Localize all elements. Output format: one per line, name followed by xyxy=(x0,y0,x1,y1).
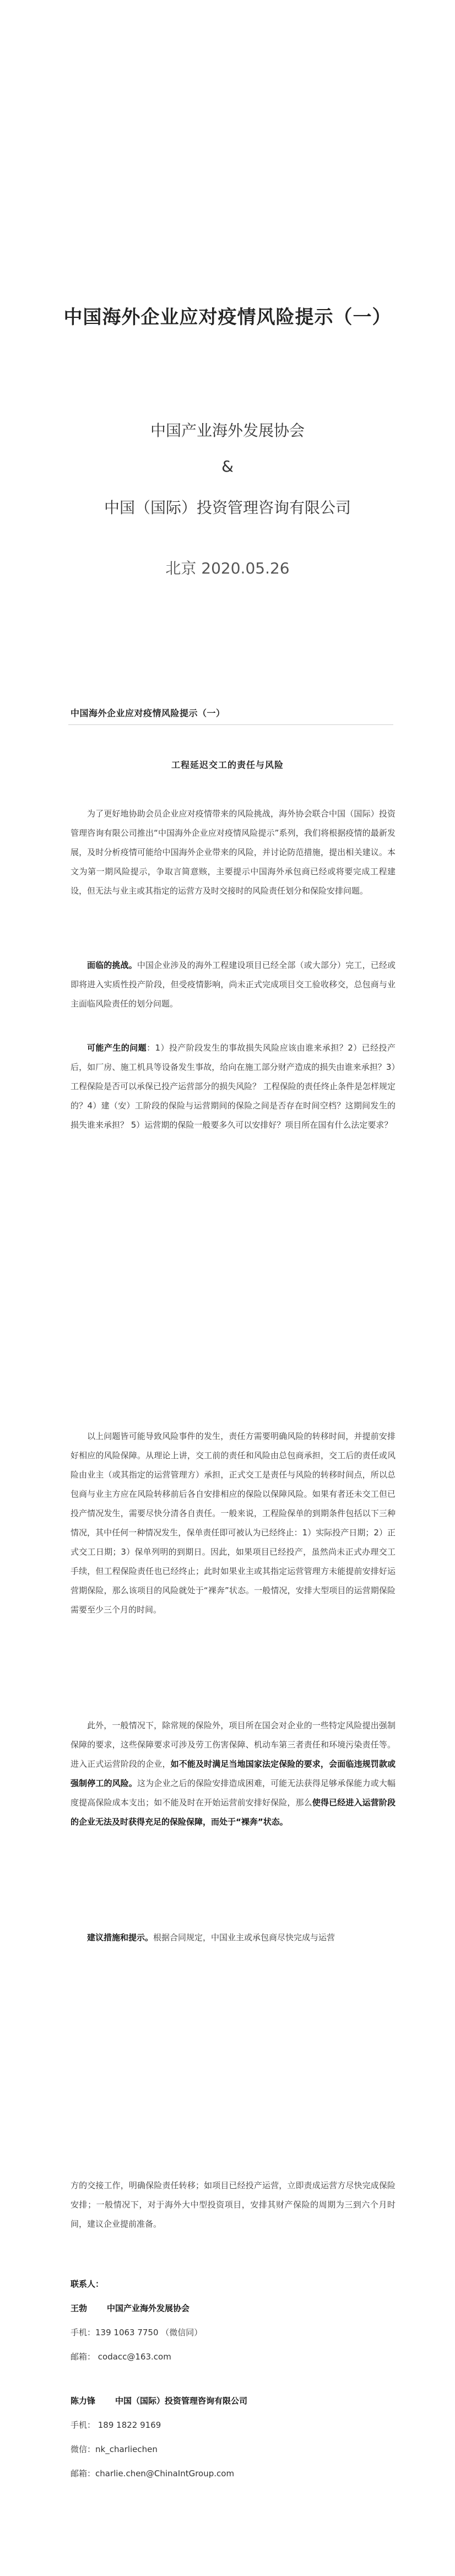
contact-2-org: 中国（国际）投资管理咨询有限公司 xyxy=(115,2396,248,2406)
doc-header-divider xyxy=(68,724,393,725)
mandatory-text-c: 这为企业之后的保险安排造成困难，可能无法获得足够承保能力或大幅度提高保险成本支出；如不能及时在开始运营前安排好保险，那么 xyxy=(71,1778,396,1807)
cover-org-1: 中国产业海外发展协会 xyxy=(150,421,305,440)
contact-1-email[interactable]: 邮箱： codacc@163.com xyxy=(71,2352,171,2362)
contact-1-phone: 手机：139 1063 7750 （微信同） xyxy=(71,2328,203,2337)
responsibility-paragraph xyxy=(71,1427,396,1620)
cover-org-2: 中国（国际）投资管理咨询有限公司 xyxy=(104,499,351,517)
contact-1-name: 王勃 xyxy=(71,2303,88,2313)
cover-title: 中国海外企业应对疫情风险提示（一） xyxy=(63,306,392,328)
mandatory-insurance-paragraph xyxy=(71,1716,396,1832)
doc-subtitle: 工程延迟交工的责任与风险 xyxy=(171,760,284,770)
intro-text: 为了更好地协助会员企业应对疫情带来的风险挑战，海外协会联合中国（国际）投资管理咨询有限公司推出“中国海外企业应对疫情风险提示”系列，我们将根据疫情的最新发展，及时分析疫情可能给中国海外企业带来的风险，并讨论防范措施，提出相关建议。本文为第一期风险提示，争取言简意赅，主要提示中国海外承包商已经或将要完成工程建设，但无法与业主或其指定的运营方及时交接时的风险责任划分和保险安排问题。 xyxy=(71,809,396,896)
suggestions-label: 建议措施和提示。 xyxy=(87,1933,154,1942)
issues-paragraph xyxy=(71,1038,396,1135)
intro-paragraph xyxy=(71,804,396,901)
challenge-paragraph xyxy=(71,956,396,1014)
mandatory-text-bold-1: 如不能及时满足当地国家法定保险的要求，会面临违规罚款或强制停工的风险。 xyxy=(71,1759,396,1788)
issues-text: ：1）投产阶段发生的事故损失风险应该由谁来承担？2）已经投产后，如厂房、施工机具等设备发生事故，给向在施工部分财产造成的损失由谁来承担？3）工程保险是否可以承保已投产运营部分的损失风险？ 工程保险的责任终止条件是怎样规定的？4）建（安）工阶段的保险与运营期间的保险之间是否存在时间空档？这期间发生的损失谁来承担？ 5）运营期的保险一般要多久可以安排好？项目所在国有什么法定要求？ xyxy=(71,1043,396,1130)
mandatory-text-bold-2: 使得已经进入运营阶段的企业无法及时获得充足的保险保障，而处于“裸奔”状态。 xyxy=(71,1798,396,1827)
suggestions-continued xyxy=(71,2176,396,2234)
contact-1-org: 中国产业海外发展协会 xyxy=(107,2303,190,2313)
mandatory-text-a: 此外，一般情况下，除常规的保险外，项目所在国会对企业的一些特定风险提出强制保障的要求，这些保障要求可涉及劳工伤害保障、机动车第三者责任和环境污染责任等。进入正式运营阶段的企业， xyxy=(71,1720,396,1769)
contact-2-name: 陈力锋 xyxy=(71,2396,96,2406)
cover-location-date: 北京 2020.05.26 xyxy=(165,559,290,577)
challenge-text: 中国企业涉及的海外工程建设项目已经全部（或大部分）完工，已经或即将进入实质性投产阶段，但受疫情影响，尚未正式完成项目交工验收移交，总包商与业主面临风险责任的划分问题。 xyxy=(71,960,396,1009)
responsibility-text: 以上问题皆可能导致风险事件的发生，责任方需要明确风险的转移时间，并提前安排好相应的风险保障。从理论上讲，交工前的责任和风险由总包商承担，交工后的责任或风险由业主（或其指定的运营管理方）承担，正式交工是责任与风险的转移时间点，所以总包商与业主方应在风险转移前后各自安排相应的保险以保障风险。如果有者还未交工但已投产情况发生，需要尽快分清各自责任。一般来说，工程险保单的到期条件包括以下三种情况，其中任何一种情况发生，保单责任即可被认为已经终止：1）实际投产日期；2）正式交工日期；3）保单列明的到期日。因此，如果项目已经投产，虽然尚未正式办理交工手续，但工程保险责任也已经终止；此时如果业主或其指定运营管理方未能提前安排好运营期保险，那么该项目的风险就处于“裸奔”状态。一般情况，安排大型项目的运营期保险需要至少三个月的时间。 xyxy=(71,1431,396,1615)
contact-2-header xyxy=(71,2395,247,2406)
challenge-label: 面临的挑战。 xyxy=(87,960,137,970)
contact-2-wechat: 微信：nk_charliechen xyxy=(71,2444,158,2454)
cover-ampersand: & xyxy=(221,457,234,475)
contact-2-email[interactable]: 邮箱：charlie.chen@ChinaIntGroup.com xyxy=(71,2469,235,2478)
contact-2-phone: 手机： 189 1822 9169 xyxy=(71,2420,161,2430)
suggestions-text-a: 根据合同规定，中国业主或承包商尽快完成与运营 xyxy=(153,1933,335,1942)
suggestions-paragraph xyxy=(71,1928,396,1947)
doc-header-title: 中国海外企业应对疫情风险提示（一） xyxy=(71,708,225,718)
contacts-heading: 联系人： xyxy=(71,2279,104,2289)
contact-1-header xyxy=(71,2302,189,2314)
issues-label: 可能产生的问题 xyxy=(87,1043,147,1053)
suggestions-text-b: 方的交接工作，明确保险责任转移；如项目已经投产运营，立即责成运营方尽快完成保险安排；一般情况下，对于海外大中型投资项目，安排其财产保险的周期为三到六个月时间，建议企业提前准备。 xyxy=(71,2180,396,2229)
